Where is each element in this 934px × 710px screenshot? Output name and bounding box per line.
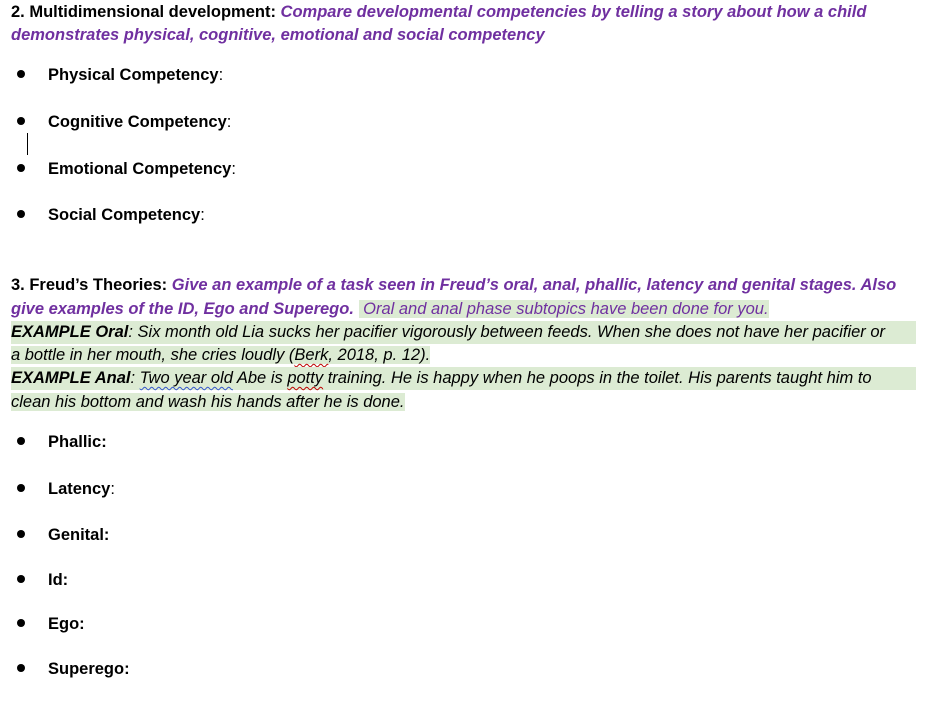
bullet-suffix: : [110,480,115,498]
bullet-dot-icon [17,437,25,445]
bullet-suffix: : [226,113,232,131]
section3-note [359,300,769,318]
bullet-ego[interactable] [17,613,85,635]
example-anal-potty: potty [287,369,324,387]
example-anal-post: training. He is happy when he poops in the toilet. His parents taught him to [323,369,872,387]
example-anal-pre: : [130,369,140,387]
example-oral-berk: Berk [294,346,329,364]
example-oral-text1: : Six month old Lia sucks her pacifier vigorously between feeds. When she does not have her pacifier or [128,323,886,341]
bullet-label: Ego: [48,615,85,633]
bullet-cognitive-competency[interactable] [17,111,231,133]
bullet-genital[interactable] [17,524,109,546]
bullet-label: Superego: [48,660,130,678]
bullet-label: Id: [48,571,69,589]
text-cursor [27,133,28,155]
section3-prompt-line1: Give an example of a task seen in Freud’s oral, anal, phallic, latency and genital stages. Also [171,276,897,294]
bullet-label: Phallic: [48,433,107,451]
example-anal-two-year-old: Two year old [139,369,233,387]
bullet-dot-icon [17,664,25,672]
example-oral-text2-post: , 2018, p. 12). [328,346,431,364]
bullet-social-competency[interactable] [17,204,205,226]
bullet-latency[interactable] [17,478,115,500]
bullet-dot-icon [17,210,25,218]
example-anal-mid: Abe is [232,369,288,387]
example-oral-line2 [11,344,430,367]
section3-note-text: Oral and anal phase subtopics have been done for you. [363,300,769,318]
bullet-superego[interactable] [17,658,130,680]
bullet-suffix: : [231,160,236,178]
example-oral-text2-pre: a bottle in her mouth, she cries loudly ( [11,346,295,364]
bullet-dot-icon [17,117,25,125]
example-oral-label: EXAMPLE Oral [11,323,129,341]
example-anal-line2: clean his bottom and wash his hands after he is done. [11,393,405,411]
bullet-id[interactable] [17,569,68,591]
example-anal-line2-wrap [11,391,405,414]
bullet-label: Social Competency [48,206,201,224]
bullet-label: Emotional Competency [48,160,232,178]
section2-prompt-line2-wrap [11,24,545,47]
bullet-label: Physical Competency [48,66,219,84]
bullet-suffix: : [200,206,205,224]
bullet-dot-icon [17,530,25,538]
bullet-dot-icon [17,164,25,172]
bullet-physical-competency[interactable] [17,64,223,86]
bullet-dot-icon [17,619,25,627]
bullet-suffix: : [218,66,224,84]
bullet-label: Cognitive Competency [48,113,227,131]
bullet-dot-icon [17,70,25,78]
bullet-dot-icon [17,575,25,583]
section3-heading-line [11,274,896,297]
section3-prompt-line2-wrap [11,298,769,321]
bullet-emotional-competency[interactable] [17,158,236,180]
example-oral-line1 [11,321,916,344]
section2-heading: 2. Multidimensional development: [11,3,276,21]
section2-heading-line [11,1,866,24]
example-anal-line1 [11,367,916,390]
section3-prompt-line2: give examples of the ID, Ego and Superego. [11,300,354,318]
bullet-dot-icon [17,484,25,492]
bullet-phallic[interactable] [17,431,107,453]
section3-heading: 3. Freud’s Theories: [11,276,168,294]
example-anal-label: EXAMPLE Anal [11,369,131,387]
section2-prompt-line2: demonstrates physical, cognitive, emotional and social competency [11,26,545,44]
section2-prompt-line1: Compare developmental competencies by telling a story about how a child [280,3,867,21]
bullet-label: Genital: [48,526,110,544]
bullet-label: Latency [48,480,111,498]
